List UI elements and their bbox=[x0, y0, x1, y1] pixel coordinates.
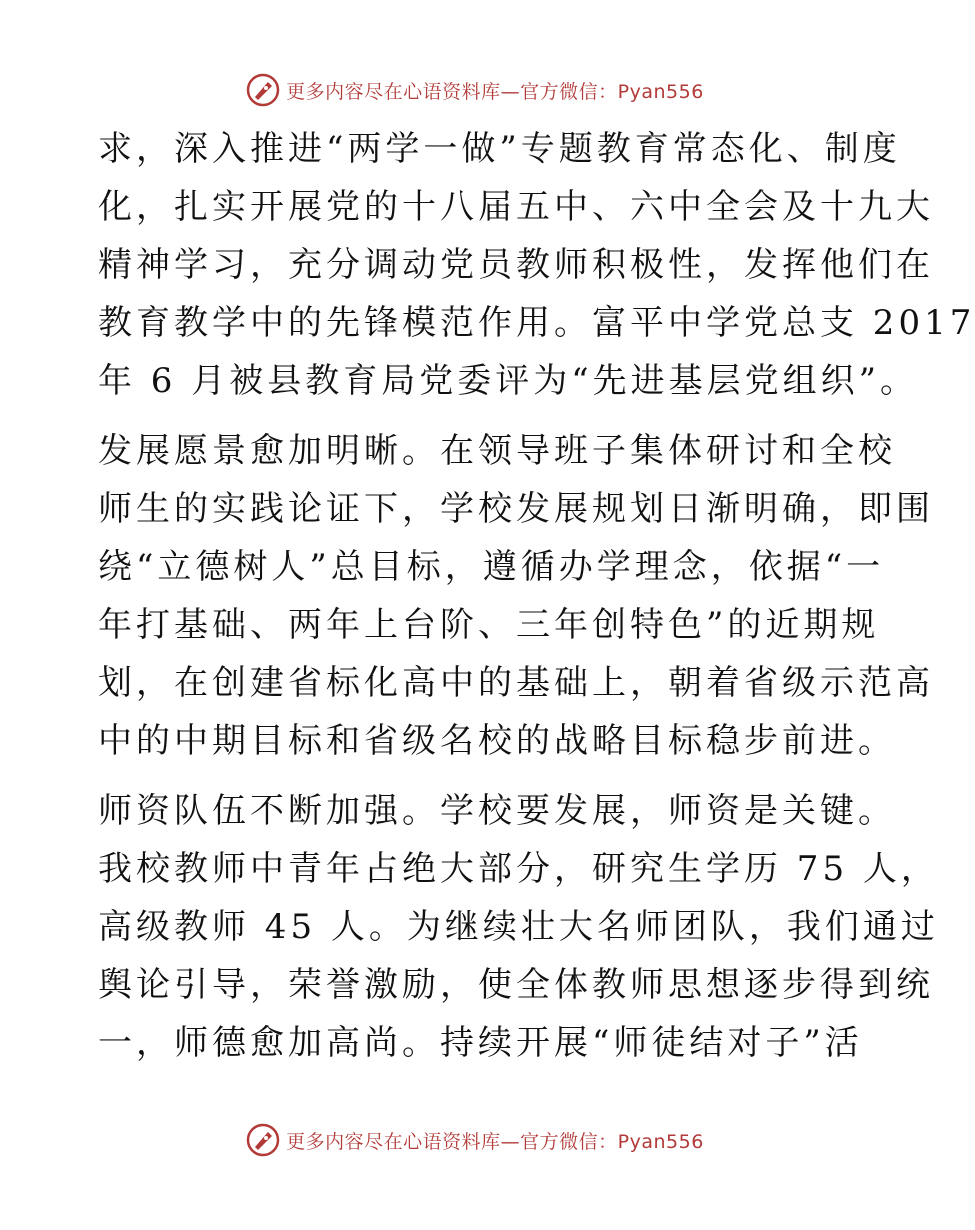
text-line: 高级教师 45 人。为继续壮大名师团队，我们通过 bbox=[98, 907, 939, 947]
footer-banner bbox=[0, 1120, 950, 1160]
text-line: 化，扎实开展党的十八届五中、六中全会及十九大 bbox=[98, 187, 934, 227]
text-line: 一，师德愈加高尚。持续开展“师徒结对子”活 bbox=[98, 1023, 863, 1063]
text-line: 精神学习，充分调动党员教师积极性，发挥他们在 bbox=[98, 245, 934, 285]
text-line: 年打基础、两年上台阶、三年创特色”的近期规 bbox=[98, 605, 880, 645]
banner-text: 更多内容尽在心语资料库—官方微信：Pyan556 bbox=[286, 1130, 704, 1153]
paragraph-3 bbox=[98, 782, 939, 1072]
paragraph-1 bbox=[98, 120, 975, 410]
text-line: 师生的实践论证下，学校发展规划日渐明确，即围 bbox=[98, 489, 934, 529]
text-line: 师资队伍不断加强。学校要发展，师资是关键。 bbox=[98, 791, 896, 831]
text-line: 中的中期目标和省级名校的战略目标稳步前进。 bbox=[98, 721, 896, 761]
text-line: 绕“立德树人”总目标，遵循办学理念，依据“一 bbox=[98, 547, 885, 587]
document-body bbox=[98, 120, 975, 1072]
header-banner bbox=[0, 70, 950, 110]
text-line: 年 6 月被县教育局党委评为“先进基层党组织”。 bbox=[98, 361, 919, 401]
text-line: 求，深入推进“两学一做”专题教育常态化、制度 bbox=[98, 129, 901, 169]
text-line: 舆论引导，荣誉激励，使全体教师思想逐步得到统 bbox=[98, 965, 934, 1005]
text-line: 划，在创建省标化高中的基础上，朝着省级示范高 bbox=[98, 663, 934, 703]
pen-nib-logo-icon bbox=[246, 1123, 280, 1157]
pen-nib-logo-icon bbox=[246, 73, 280, 107]
paragraph-2 bbox=[98, 422, 934, 770]
text-line: 我校教师中青年占绝大部分，研究生学历 75 人， bbox=[98, 849, 939, 889]
text-line: 发展愿景愈加明晰。在领导班子集体研讨和全校 bbox=[98, 431, 896, 471]
text-line: 教育教学中的先锋模范作用。富平中学党总支 2017 bbox=[98, 303, 975, 343]
banner-text: 更多内容尽在心语资料库—官方微信：Pyan556 bbox=[286, 80, 704, 103]
